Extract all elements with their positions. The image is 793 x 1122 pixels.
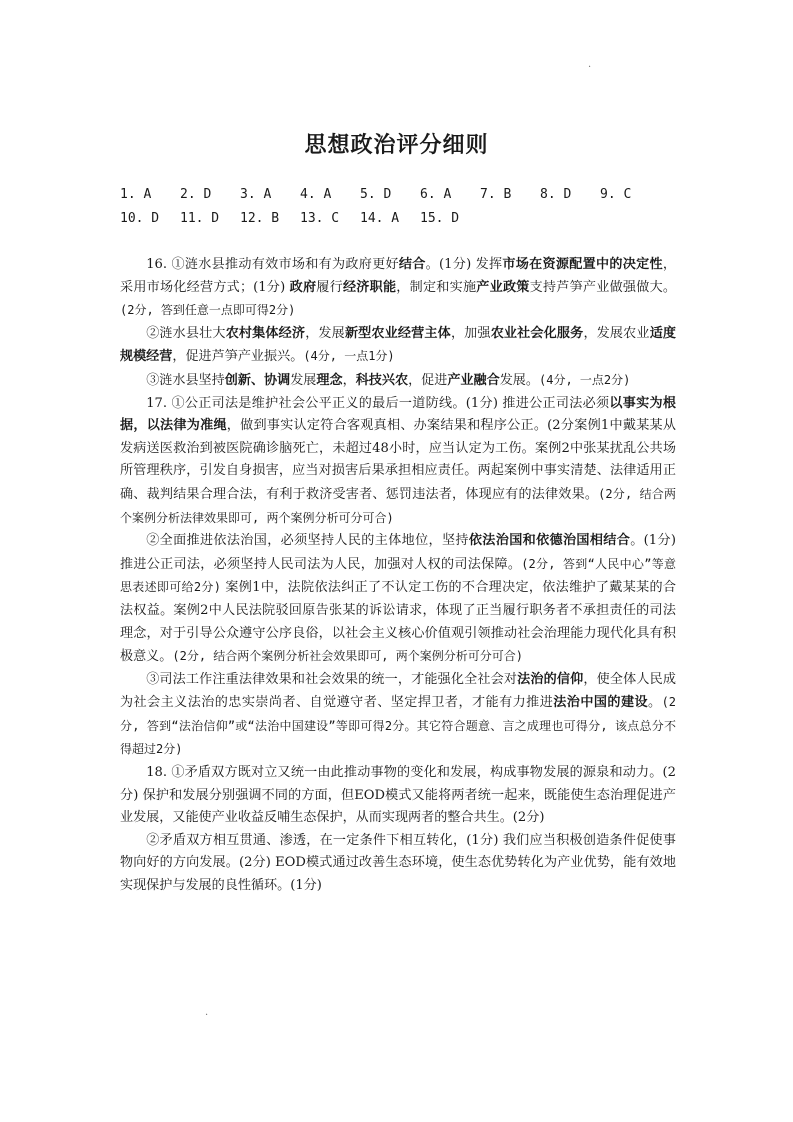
text-run: 16. ①涟水县推动有效市场和有为政府更好 [146, 257, 399, 272]
page-title: 思想政治评分细则 [304, 133, 489, 158]
answer-item: 4. A [300, 187, 332, 202]
bold-keyword: 新型农业经营主体 [344, 325, 451, 341]
q17-paragraph-1 [120, 393, 676, 531]
q17-paragraph-3 [120, 669, 676, 762]
bold-keyword: 经济职能 [342, 279, 397, 295]
answer-item: 3. A [240, 187, 272, 202]
text-run: ，促进 [408, 372, 448, 388]
bold-keyword: 适度规模经营 [120, 325, 677, 365]
answer-item: 5. D [360, 187, 392, 202]
text-run: 案例1中，法院依法纠正了不认定工伤的不合理决定，依法维护了戴某某的合法权益。案例2中人民法院驳回原告张某的诉讼请求，体现了正当履行职务者不承担责任的司法理念，对于引导公众遵守公序良俗，以社会主义核心价值观引领推动社会治理能力现代化具有积极意义。 [120, 580, 676, 665]
bold-keyword: 产业融合 [447, 372, 500, 388]
answer-item: 1. A [120, 187, 152, 202]
text-run: ，促进芦笋产业振兴。 [172, 349, 304, 365]
answer-item: 7. B [480, 187, 512, 202]
bold-keyword: 创新、协调 [224, 372, 291, 388]
text-run: 。(1分) 发挥 [425, 257, 503, 272]
text-run: 。 [648, 695, 662, 711]
bold-keyword: 产业政策 [476, 279, 530, 295]
text-run: ②涟水县壮大 [146, 325, 226, 341]
text-run: ，加强 [450, 325, 491, 341]
answer-item: 2. D [180, 187, 212, 202]
text-run: 。(1分) 推进公正司法，必须坚持人民司法为人民，加强对人权的司法保障。 [120, 533, 676, 572]
q16-paragraph-1 [120, 254, 676, 323]
bold-keyword: 科技兴农 [355, 372, 409, 388]
answer-item: 11. D [180, 211, 220, 226]
bold-keyword: 结合 [398, 257, 426, 272]
bold-keyword: 法治中国的建设 [553, 695, 649, 711]
bold-keyword: 依法治国和依德治国相结合 [468, 533, 631, 549]
text-run: ，做到事实认定符合客观真相、办案结果和程序公正。(2分案例1中戴某某从发病送医救治到被医院确诊脑死亡，未超过48小时，应当认定为工伤。案例2中张某扰乱公共场所管理秩序，引发自身损害，应当对损害后果承担相应责任。两起案例中事实清楚、法律适用正确、裁判结果合理合法，有利于救济受害者、惩罚违法者，体现应有的法律效果。 [120, 418, 676, 502]
text-run: ③涟水县坚持 [146, 372, 225, 388]
text-run: 发展 [290, 372, 317, 388]
text-run: ，制定和实施 [396, 279, 477, 295]
text-run: ，采用市场化经营方式；(1分) [120, 257, 676, 295]
text-run: 发展。 [499, 372, 539, 388]
q18-paragraph-1 [120, 762, 676, 830]
answer-item: 13. C [300, 211, 340, 226]
scoring-note: (2分, 答到“法治信仰”或“法治中国建设”等即可得2分。其它符合题意、言之成理也可得分, 该点总分不得超过2分) [120, 695, 677, 757]
text-run: ，使全体人民成为社会主义法治的忠实崇尚者、自觉遵守者、坚定捍卫者，才能有力推进 [120, 671, 677, 711]
decorative-dot: · [205, 1010, 209, 1021]
bold-keyword: 农村集体经济 [225, 325, 306, 341]
answer-key-row-1 [120, 187, 650, 202]
q18-paragraph-2 [120, 830, 676, 898]
answer-item: 10. D [120, 211, 160, 226]
bold-keyword: 市场在资源配置中的决定性 [502, 257, 663, 272]
scoring-note: (4分, 一点2分) [539, 372, 631, 387]
bold-keyword: 以事实为根据，以法律为准绳 [120, 395, 677, 434]
text-run: ，发展 [305, 325, 345, 341]
scoring-note: (4分, 一点1分) [303, 349, 395, 364]
text-run: ， [342, 372, 356, 388]
answer-item: 12. B [240, 211, 280, 226]
q16-paragraph-2 [120, 323, 676, 369]
answer-item: 6. A [420, 187, 452, 202]
text-run: ②全面推进依法治国，必须坚持人民的主体地位，坚持 [146, 533, 469, 549]
scoring-note: (2分, 答到任意一点即可得2分) [120, 303, 296, 318]
text-run: 17. ①公正司法是维护社会公平正义的最后一道防线。(1分) 推进公正司法必须 [146, 395, 610, 411]
scoring-note: (2分, 答到“人民中心”等意思表述即可给2分) [120, 556, 676, 595]
text-run: ③司法工作注重法律效果和社会效果的统一，才能强化全社会对 [146, 671, 518, 687]
scoring-note: (2分, 结合两个案例分析社会效果即可, 两个案例分析可分可合) [172, 649, 523, 664]
bold-keyword: 理念 [316, 372, 343, 388]
answer-key-row-2 [120, 211, 480, 226]
scoring-note: (2分, 结合两个案例分析法律效果即可, 两个案例分析可分可合) [120, 486, 676, 525]
decorative-dot: · [588, 62, 592, 73]
q17-paragraph-2 [120, 530, 676, 669]
text-run: ②矛盾双方相互贯通、渗透，在一定条件下相互转化，(1分) 我们应当积极创造条件促使事物向好的方向发展。(2分) EOD模式通过改善生态环境，使生态优势转化为产业优势，能有效地实现保护与发展的良性循环。(1分) [120, 832, 676, 894]
bold-keyword: 法治的信仰 [517, 671, 584, 687]
text-run: 18. ①矛盾双方既对立又统一由此推动事物的变化和发展，构成事物发展的源泉和动力。(2分) 保护和发展分别强调不同的方面，但EOD模式又能将两者统一起来，既能使生态治理促进产业发展，又能使产业收益反哺生态保护，从而实现两者的整合共生。(2分) [120, 765, 676, 826]
answer-item: 15. D [420, 211, 460, 226]
text-run: 履行 [316, 279, 343, 295]
text-run: ，发展农业 [583, 325, 650, 341]
bold-keyword: 农业社会化服务 [490, 325, 584, 341]
text-run: 支持芦笋产业做强做大。 [529, 279, 677, 295]
grading-rules-body [120, 254, 676, 898]
bold-keyword: 政府 [289, 279, 317, 295]
answer-item: 9. C [600, 187, 632, 202]
q16-paragraph-3 [120, 369, 676, 393]
answer-item: 8. D [540, 187, 572, 202]
answer-item: 14. A [360, 211, 400, 226]
